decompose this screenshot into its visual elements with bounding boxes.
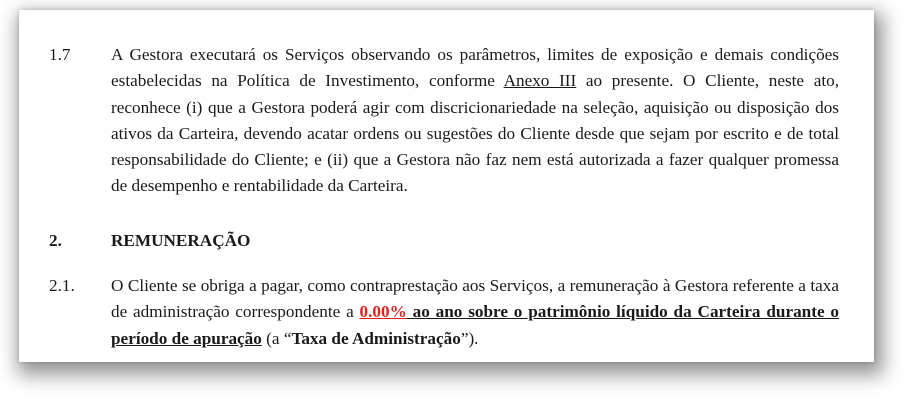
annex-reference-link[interactable]: Anexo III bbox=[503, 71, 577, 91]
defined-term: Taxa de Administração bbox=[291, 328, 461, 348]
clause-text bbox=[111, 273, 839, 352]
clause-text-part: ao presente. O Cliente, neste ato, reconhece (i) que a Gestora poderá agir com discricionariedade na seleção, aquisição ou disposição dos ativos da Carteira, devendo acatar ordens ou sugestões do Cliente desde que sejam por escrito e de total responsabilidade do Cliente; e (ii) que a Gestora não faz nem está autorizada a fazer qualquer promessa de desempenho e rentabilidade da Carteira. bbox=[111, 71, 839, 196]
section-number: 2. bbox=[49, 231, 62, 250]
rate-value: 0.00% bbox=[359, 302, 407, 322]
clause-text bbox=[111, 42, 839, 200]
section-title: REMUNERAÇÃO bbox=[111, 231, 251, 250]
rate-description: ao ano sobre o patrimônio líquido da Carteira durante o período de apuração bbox=[111, 302, 840, 348]
clause-text-part: O Cliente se obriga a pagar, como contraprestação aos Serviços, a remuneração à Gestora referente a taxa de administração correspondente a bbox=[111, 276, 839, 322]
clause-number: 2.1. bbox=[49, 276, 75, 295]
clause-text-part: A Gestora executará os Serviços observando os parâmetros, limites de exposição e demais condições estabelecidas na Política de Investimento, conforme bbox=[111, 45, 839, 91]
clause-text-part: ”). bbox=[460, 328, 479, 348]
clause-number: 1.7 bbox=[49, 45, 71, 64]
document-page bbox=[19, 10, 874, 362]
clause-text-part: (a “ bbox=[261, 328, 292, 348]
